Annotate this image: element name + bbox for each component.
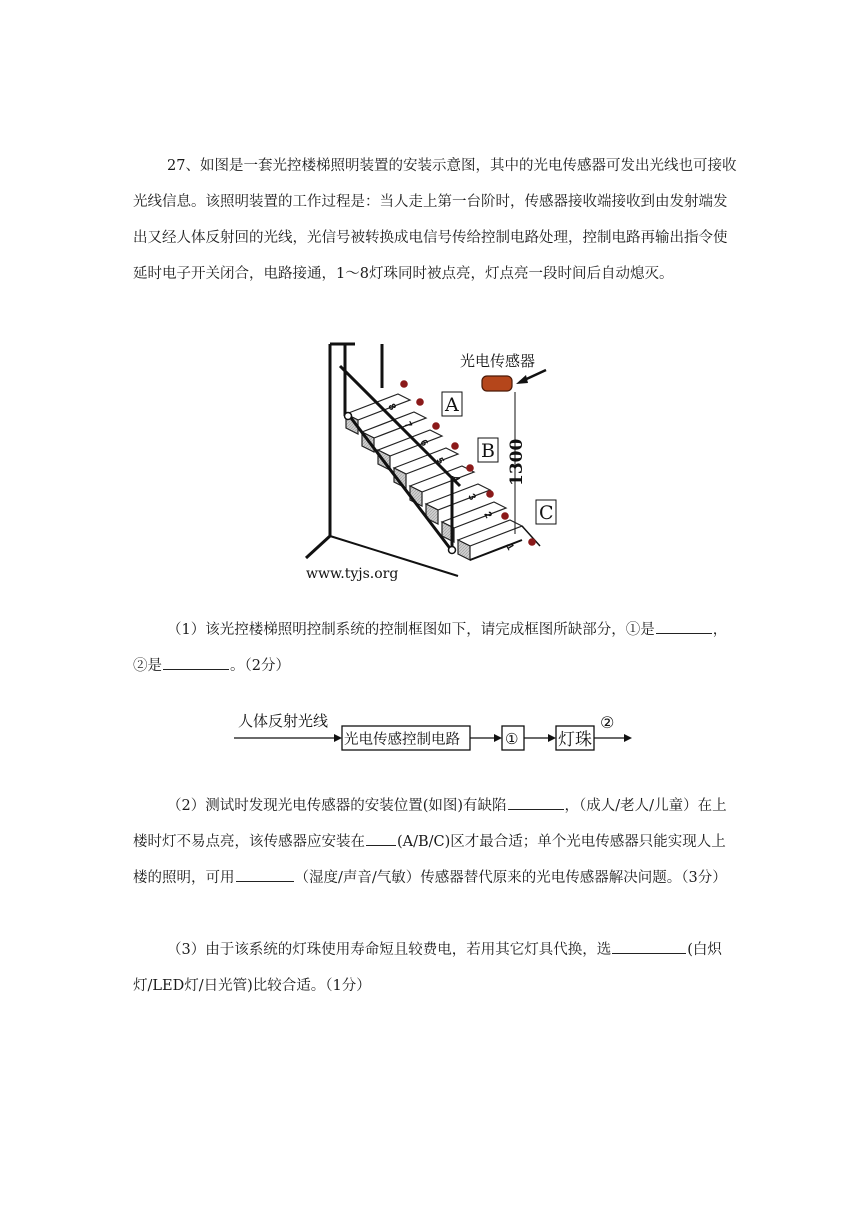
flow-box1-label: 光电传感控制电路: [344, 732, 460, 748]
q3-text-a: （3）由于该系统的灯珠使用寿命短且较费电，若用其它灯具代换，选: [167, 942, 612, 958]
zone-c-label: C: [539, 502, 554, 524]
lamp-dot: [528, 538, 536, 546]
q2-blank-3[interactable]: [236, 880, 294, 882]
q1-blank-1[interactable]: [656, 632, 712, 634]
q2-text-a: （2）测试时发现光电传感器的安装位置(如图)有缺陷: [167, 798, 507, 814]
question-2: [133, 788, 739, 896]
step-number: 2: [481, 510, 494, 521]
sensor-label: 光电传感器: [460, 352, 536, 370]
step-number: 1: [503, 542, 516, 553]
q2-blank-2[interactable]: [366, 844, 396, 846]
q2-text-c: (A/B/C)区才最合适；单个光电传感器只能实现人上楼的照明，可用: [133, 834, 726, 886]
lamp-dot: [466, 464, 474, 472]
q1-blank-2[interactable]: [163, 668, 229, 670]
q1-text-a: （1）该光控楼梯照明控制系统的控制框图如下，请完成框图所缺部分，①是: [167, 622, 655, 638]
rail-post: [449, 547, 456, 554]
q2-blank-1[interactable]: [508, 808, 564, 810]
question-intro: 27、如图是一套光控楼梯照明装置的安装示意图，其中的光电传感器可发出光线也可接收光线信息。该照明装置的工作过程是：当人走上第一台阶时，传感器接收端接收到由发射端发出又经人体反射回的光线，光信号被转换成电信号传给控制电路处理，控制电路再输出指令使延时电子开关闭合，电路接通，1～8灯珠同时被点亮，灯点亮一段时间后自动熄灭。: [133, 158, 737, 282]
rail-post: [345, 413, 352, 420]
step-number: 7: [401, 420, 414, 431]
q3-blank-1[interactable]: [612, 952, 686, 954]
q1-text-c: 。（2分）: [230, 658, 290, 674]
zone-b-label: B: [481, 440, 495, 462]
control-block-diagram: [230, 708, 640, 768]
lamp-dot: [486, 490, 494, 498]
question-1: [133, 612, 739, 684]
question-3: [133, 932, 739, 1004]
q1-text-b: ，②是: [133, 622, 728, 674]
staircase-figure: [300, 336, 570, 586]
step-number: 8: [385, 402, 398, 413]
step-number: 4: [449, 474, 462, 485]
lamp-dot: [400, 380, 408, 388]
lamp-dot: [451, 442, 459, 450]
q2-text-b: ，（成人/老人/儿童）在上楼时灯不易点亮，该传感器应安装在: [133, 798, 727, 850]
height-label: 1300: [507, 438, 527, 486]
lamp-dot: [432, 422, 440, 430]
flow-output-label: ②: [600, 713, 615, 732]
q2-text-d: （湿度/声音/气敏）传感器替代原来的光电传感器解决问题。（3分）: [294, 870, 727, 886]
lamp-dot: [501, 512, 509, 520]
flow-input-label: 人体反射光线: [238, 712, 329, 730]
q3-text-b: (白炽灯/LED灯/日光管)比较合适。（1分）: [133, 942, 722, 994]
flow-box2-label: ①: [505, 730, 519, 748]
lamp-dot: [416, 398, 424, 406]
zone-a-label: A: [445, 394, 459, 416]
watermark: www.tyjs.org: [306, 566, 399, 582]
sensor-body: [482, 376, 512, 391]
wall-frame: [306, 344, 382, 558]
flow-box3-label: 灯珠: [558, 730, 592, 750]
step-number: 6: [417, 438, 430, 449]
step-number: 3: [465, 492, 478, 503]
step-number: 5: [433, 456, 446, 467]
